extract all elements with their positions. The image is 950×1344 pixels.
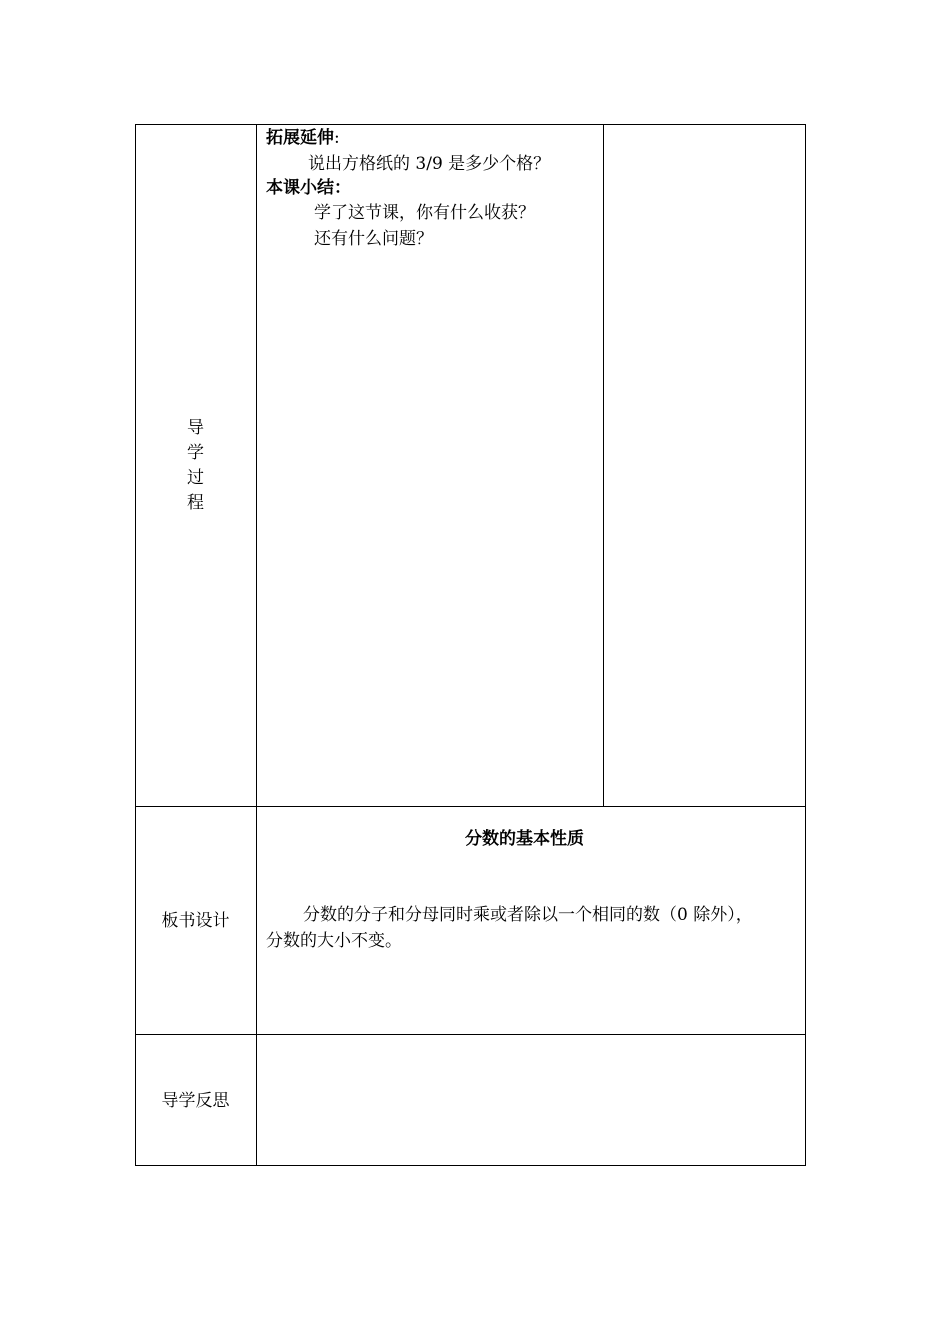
summary-question-gain: 学了这节课，你有什么收获？ [314, 203, 535, 223]
extension-heading-line [266, 126, 340, 150]
reflection-row-label: 导学反思 [161, 1091, 230, 1111]
table-divider-process-board [135, 806, 806, 807]
extension-question: 说出方格纸的 3/9 是多少个格？ [308, 154, 551, 174]
table-border-bottom [135, 1165, 806, 1166]
process-label-char: 导 [187, 418, 204, 438]
table-border-left [135, 124, 136, 1166]
board-property-line-2: 分数的大小不变。 [266, 931, 402, 951]
process-label-char: 学 [187, 443, 204, 463]
summary-question-remaining: 还有什么问题？ [314, 229, 433, 249]
table-divider-board-reflection [135, 1034, 806, 1035]
board-property-line-1: 分数的分子和分母同时乘或者除以一个相同的数（0 除外）， [303, 905, 753, 925]
table-border-right [805, 124, 806, 1166]
process-label-char: 过 [187, 468, 204, 488]
board-row-label: 板书设计 [161, 911, 230, 931]
board-title: 分数的基本性质 [465, 829, 584, 849]
extension-heading: 拓展延伸 [266, 128, 334, 148]
table-border-top [135, 124, 806, 125]
summary-heading: 本课小结： [266, 178, 351, 198]
table-divider-notes-column [603, 124, 604, 806]
process-row-label [135, 416, 256, 516]
extension-heading-colon: : [334, 128, 340, 148]
process-label-char: 程 [187, 493, 204, 513]
table-divider-label-column [256, 124, 257, 1166]
